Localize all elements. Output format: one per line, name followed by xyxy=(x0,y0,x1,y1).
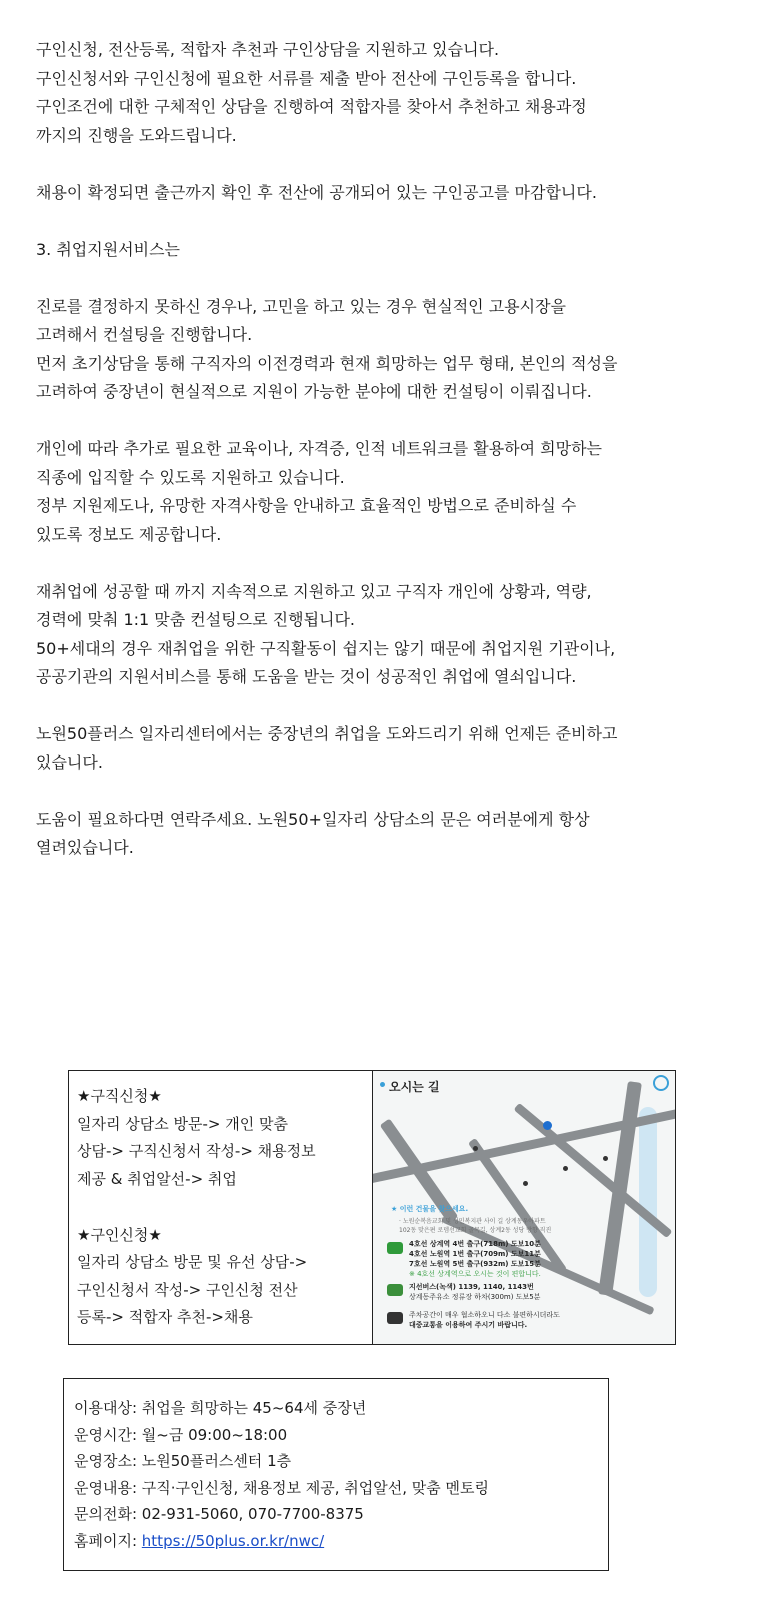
info-target: 이용대상: 취업을 희망하는 45~64세 중장년 xyxy=(74,1399,367,1417)
text-line: 공공기관의 지원서비스를 통해 도움을 받는 것이 성공적인 취업에 열쇠입니다. xyxy=(36,667,577,686)
subway-directions xyxy=(409,1239,541,1279)
text-line: 등록-> 적합자 추천->채용 xyxy=(77,1308,253,1326)
text-line: 채용이 확정되면 출근까지 확인 후 전산에 공개되어 있는 구인공고를 마감합니다. xyxy=(36,182,597,202)
homepage-label: 홈페이지: xyxy=(74,1531,142,1550)
map-marker xyxy=(563,1166,568,1171)
bus-detail: 상계동주유소 정류장 하차(300m) 도보5분 xyxy=(409,1293,541,1301)
text-line: 50+세대의 경우 재취업을 위한 구직활동이 쉽지는 않기 때문에 취업지원 기관이나, xyxy=(36,638,616,658)
river xyxy=(639,1107,657,1297)
car-directions xyxy=(409,1310,560,1330)
text-line: 고려해서 컨설팅을 진행합니다. xyxy=(36,325,253,344)
text-line: 까지의 진행을 도와드립니다. xyxy=(36,125,237,145)
blank-line xyxy=(36,207,736,236)
blank-line xyxy=(36,264,736,293)
text-line: 직종에 입직할 수 있도록 지원하고 있습니다. xyxy=(36,467,345,487)
info-hours: 운영시간: 월~금 09:00~18:00 xyxy=(74,1425,288,1444)
bus-title: 지선버스(녹색) 1139, 1140, 1143번 xyxy=(409,1283,534,1291)
blank-line xyxy=(36,777,736,806)
info-content: 운영내용: 구직·구인신청, 채용정보 제공, 취업알선, 맞춤 멘토링 xyxy=(74,1478,489,1497)
blank-line xyxy=(77,1193,364,1222)
map-landmarks: · 노원순복음교회 및 성민복지관 사이 길 상계동우아파트 102동 맞은편 로뎀선교회 골목길, 상계2동 성당 방향 직진 xyxy=(399,1218,552,1234)
subway-line-3: 7호선 노원역 5번 출구(932m) 도보15분 xyxy=(409,1260,541,1268)
text-line: 있습니다. xyxy=(36,752,103,772)
bus-directions xyxy=(409,1282,540,1302)
text-line: 열려있습니다. xyxy=(36,838,134,857)
text-line: 상담-> 구직신청서 작성-> 채용정보 xyxy=(77,1142,316,1160)
subway-tip: ※ 4호선 상계역으로 오시는 것이 편합니다. xyxy=(409,1270,541,1278)
article-body xyxy=(36,36,736,863)
map-marker xyxy=(473,1146,478,1151)
text-line: 있도록 정보도 제공합니다. xyxy=(36,524,222,544)
info-location: 운영장소: 노원50플러스센터 1층 xyxy=(74,1452,292,1470)
map-marker xyxy=(523,1181,528,1186)
text-line: 3. 취업지원서비스는 xyxy=(36,239,180,259)
blank-line xyxy=(36,692,736,721)
process-map-table xyxy=(68,1070,676,1345)
info-box xyxy=(63,1378,609,1571)
text-line: 정부 지원제도나, 유망한 자격사항을 안내하고 효율적인 방법으로 준비하실 수 xyxy=(36,496,577,515)
text-line: 재취업에 성공할 때 까지 지속적으로 지원하고 있고 구직자 개인에 상황과, 역량, xyxy=(36,581,592,601)
text-line: 고려하여 중장년이 현실적으로 지원이 가능한 분야에 대한 컨설팅이 이뤄집니다. xyxy=(36,382,592,401)
text-line: 개인에 따라 추가로 필요한 교육이나, 자격증, 인적 네트워크를 활용하여 희망하는 xyxy=(36,439,602,458)
bus-icon xyxy=(387,1284,403,1296)
info-phone: 문의전화: 02-931-5060, 070-7700-8375 xyxy=(74,1505,364,1523)
text-line: 도움이 필요하다면 연락주세요. 노원50+일자리 상담소의 문은 여러분에게 항상 xyxy=(36,809,590,829)
text-line: 구인신청, 전산등록, 적합자 추천과 구인상담을 지원하고 있습니다. xyxy=(36,40,500,59)
car-icon xyxy=(387,1312,403,1324)
car-note-2: 대중교통을 이용하여 주시기 바랍니다. xyxy=(409,1321,528,1329)
homepage-link[interactable]: https://50plus.or.kr/nwc/ xyxy=(141,1531,325,1550)
subway-line-1: 4호선 상계역 4번 출구(718m) 도보10분 xyxy=(409,1240,541,1248)
map-title: 오시는 길 xyxy=(389,1080,440,1094)
text-line: 구인조건에 대한 구체적인 상담을 진행하여 적합자를 찾아서 추천하고 채용과정 xyxy=(36,97,587,116)
text-line: 구인신청서 작성-> 구인신청 전산 xyxy=(77,1280,298,1299)
process-box xyxy=(69,1071,373,1344)
text-line: 경력에 맞춰 1:1 맞춤 컨설팅으로 진행됩니다. xyxy=(36,610,356,629)
map-marker xyxy=(603,1156,608,1161)
map-note: ★ 이런 건물을 찾으세요. xyxy=(391,1205,469,1213)
text-line: 진로를 결정하지 못하신 경우나, 고민을 하고 있는 경우 현실적인 고용시장을 xyxy=(36,296,566,316)
location-map xyxy=(373,1071,675,1344)
car-note: 주차공간이 매우 협소하오니 다소 불편하시더라도 xyxy=(409,1311,560,1319)
text-line: 구인신청서와 구인신청에 필요한 서류를 제출 받아 전산에 구인등록을 합니다. xyxy=(36,68,577,88)
subway-line-2: 4호선 노원역 1번 출구(709m) 도보11분 xyxy=(409,1250,541,1258)
blank-line xyxy=(36,549,736,578)
text-line: 먼저 초기상담을 통해 구직자의 이전경력과 현재 희망하는 업무 형태, 본인의 적성을 xyxy=(36,353,618,373)
text-line: 노원50플러스 일자리센터에서는 중장년의 취업을 도와드리기 위해 언제든 준비하고 xyxy=(36,724,618,743)
subway-icon xyxy=(387,1242,403,1254)
text-line: 일자리 상담소 방문 및 유선 상담-> xyxy=(77,1253,308,1271)
info-homepage xyxy=(74,1528,608,1555)
road xyxy=(598,1081,642,1296)
blank-line xyxy=(36,150,736,179)
blank-line xyxy=(36,407,736,436)
text-line: 제공 & 취업알선-> 취업 xyxy=(77,1169,237,1188)
map-marker xyxy=(543,1121,552,1130)
text-line: ★구인신청★ xyxy=(77,1225,162,1244)
text-line: 일자리 상담소 방문-> 개인 맞춤 xyxy=(77,1114,288,1133)
text-line: ★구직신청★ xyxy=(77,1087,162,1105)
info-icon xyxy=(653,1075,669,1091)
